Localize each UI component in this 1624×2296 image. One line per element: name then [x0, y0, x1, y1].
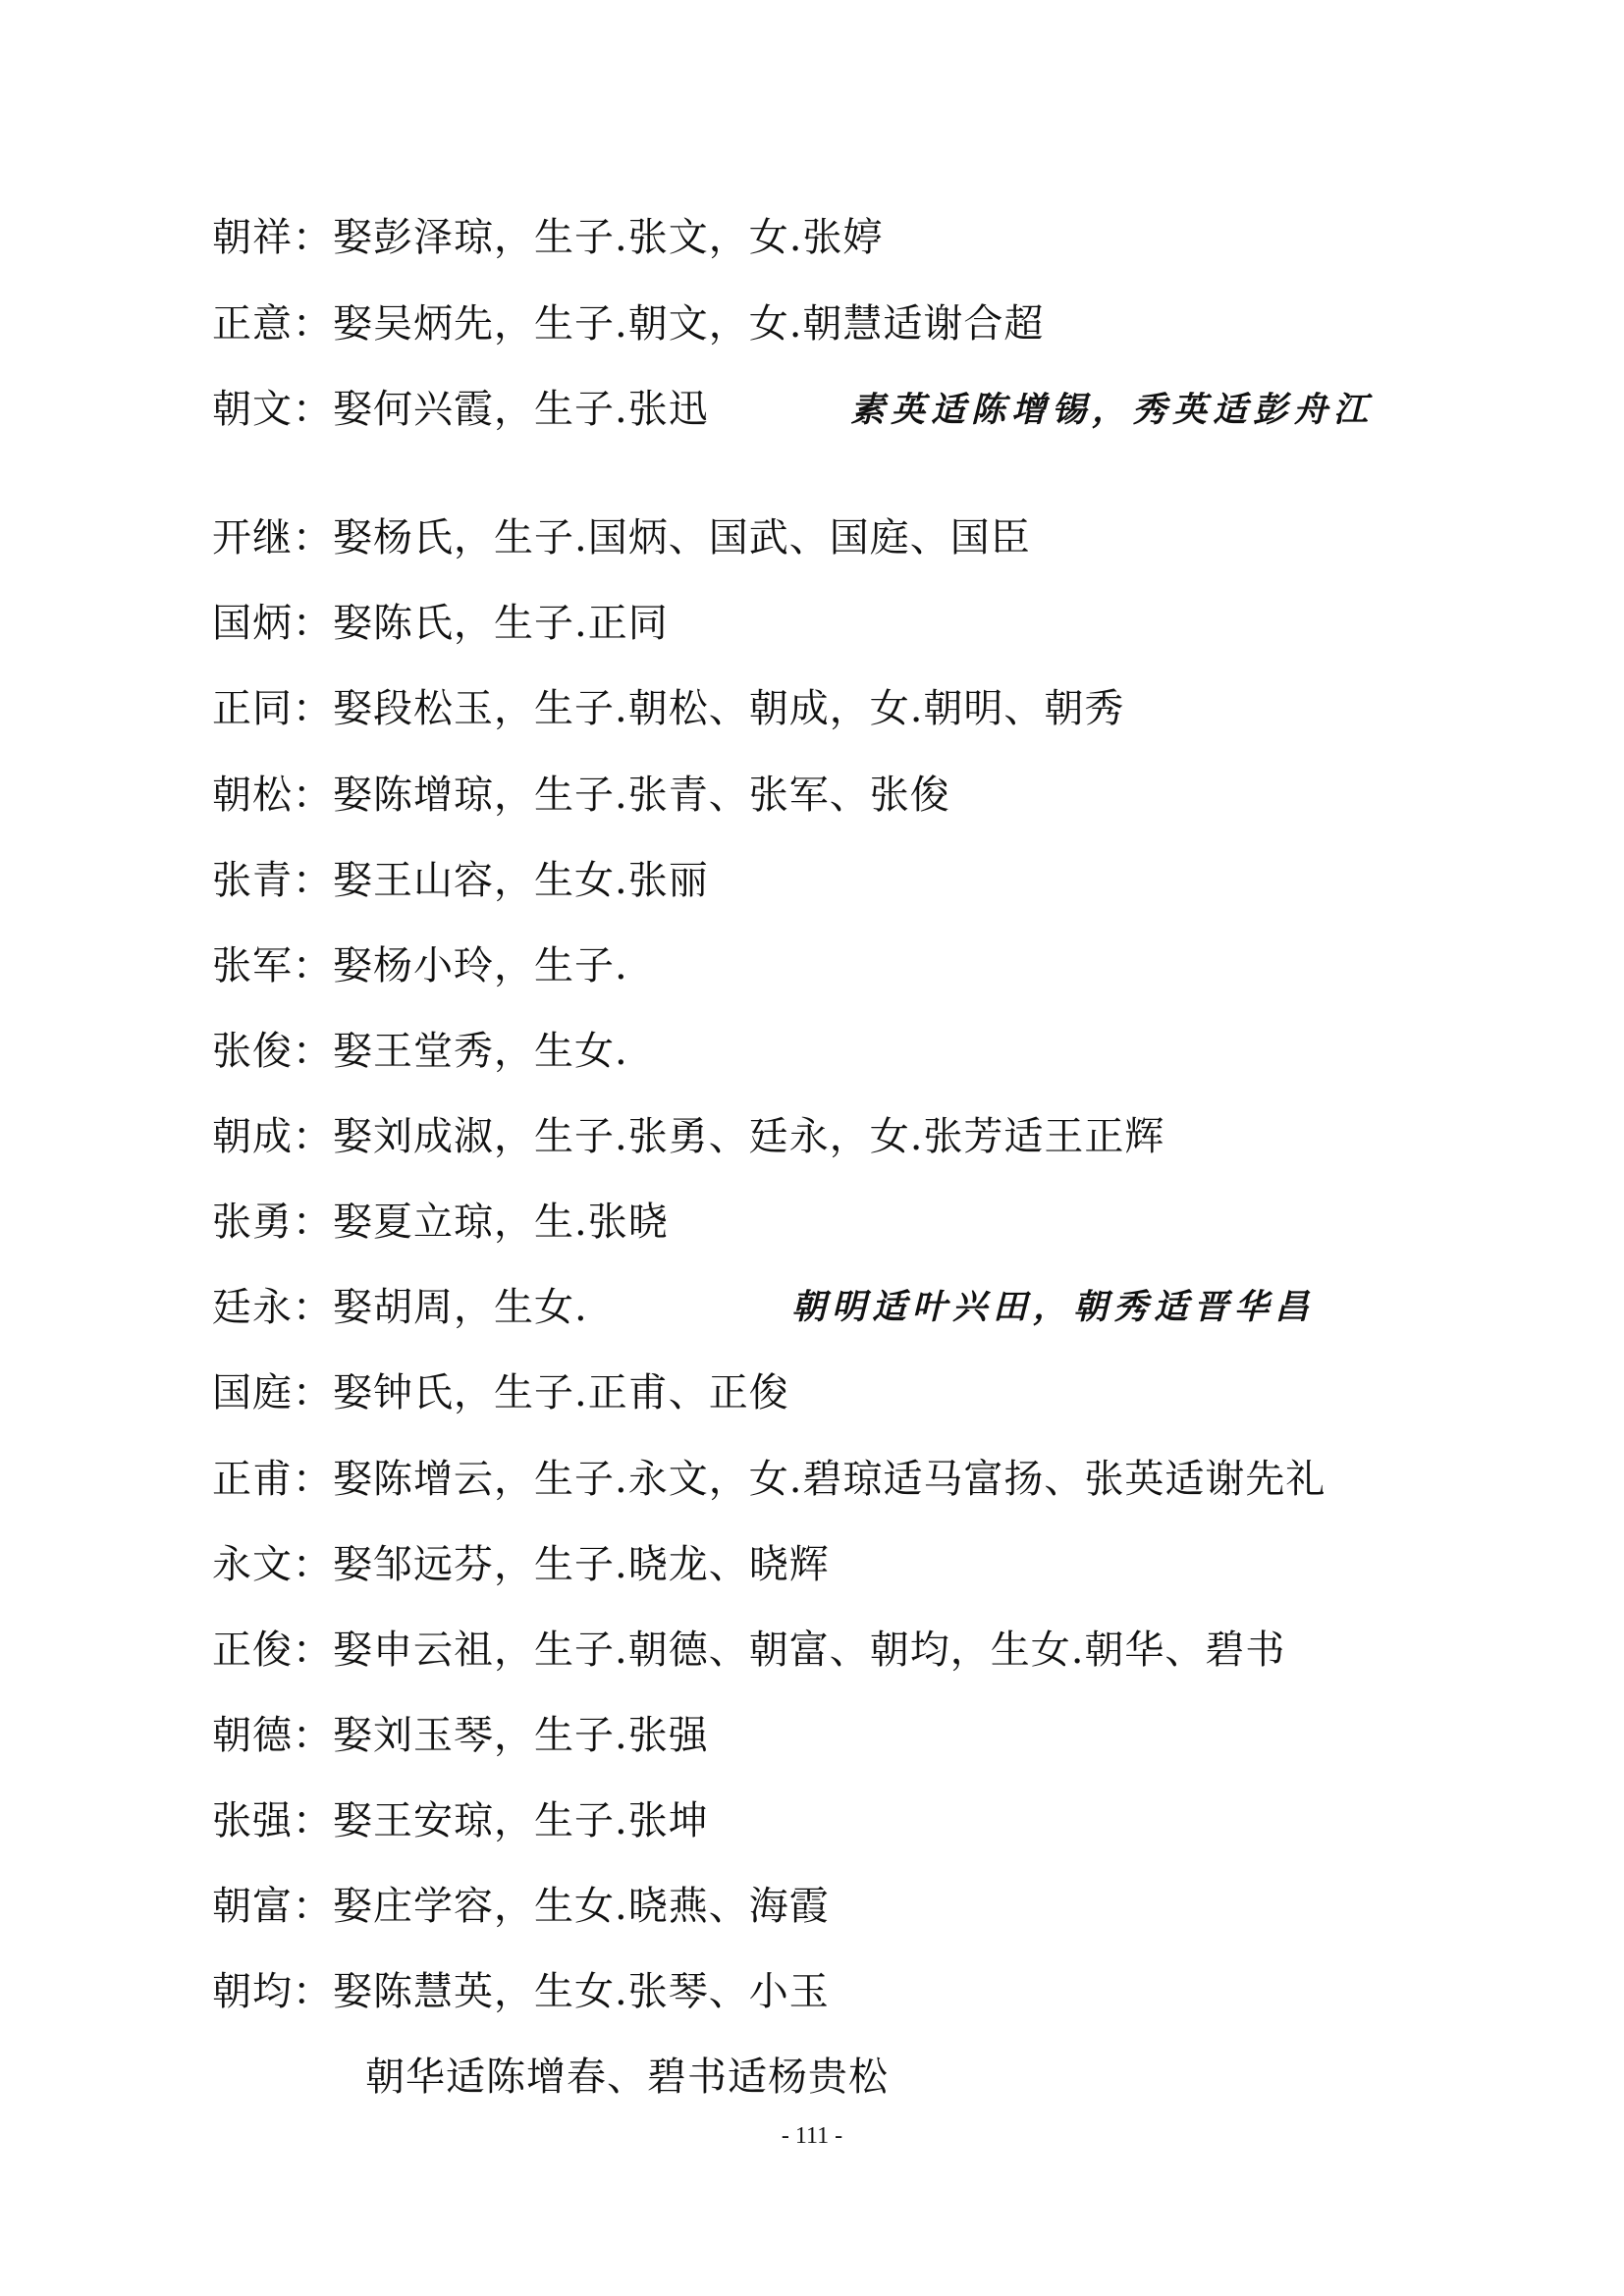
genealogy-entry: 国炳：娶陈氏，生子.正同: [212, 601, 669, 646]
genealogy-entry: 张俊：娶王堂秀，生女.: [212, 1029, 628, 1074]
genealogy-entry: 张强：娶王安琼，生子.张坤: [212, 1798, 709, 1843]
genealogy-entry: 张青：娶王山容，生女.张丽: [212, 858, 709, 903]
genealogy-entry: 正俊：娶申云祖，生子.朝德、朝富、朝均，生女.朝华、碧书: [212, 1628, 1286, 1673]
genealogy-entry: 朝均：娶陈慧英，生女.张琴、小玉: [212, 1969, 830, 2014]
genealogy-entry: 张勇：娶夏立琼，生.张晓: [212, 1200, 669, 1245]
page-number: - 111 -: [781, 2123, 843, 2149]
genealogy-entry: 朝文：娶何兴霞，生子.张迅: [212, 387, 709, 432]
genealogy-entry: 正意：娶吴炳先，生子.朝文，女.朝慧适谢合超: [212, 301, 1045, 347]
genealogy-entry: 廷永：娶胡周，生女.: [212, 1285, 588, 1330]
handwritten-note: 素英适陈增锡，秀英适彭舟江: [850, 391, 1375, 430]
genealogy-entry: 国庭：娶钟氏，生子.正甫、正俊: [212, 1370, 789, 1415]
genealogy-entry: 朝祥：娶彭泽琼，生子.张文，女.张婷: [212, 215, 884, 260]
genealogy-entry: 朝德：娶刘玉琴，生子.张强: [212, 1713, 709, 1758]
genealogy-entry: 开继：娶杨氏，生子.国炳、国武、国庭、国臣: [212, 515, 1031, 561]
genealogy-entry: 张军：娶杨小玲，生子.: [212, 943, 628, 988]
genealogy-entry: 永文：娶邹远芬，生子.晓龙、晓辉: [212, 1542, 830, 1587]
genealogy-entry: 正同：娶段松玉，生子.朝松、朝成，女.朝明、朝秀: [212, 686, 1125, 731]
handwritten-note: 朝明适叶兴田，朝秀适晋华昌: [791, 1288, 1316, 1327]
genealogy-entry: 朝成：娶刘成淑，生子.张勇、廷永，女.张芳适王正辉: [212, 1114, 1165, 1159]
genealogy-entry: 正甫：娶陈增云，生子.永文，女.碧琼适马富扬、张英适谢先礼: [212, 1457, 1326, 1502]
genealogy-entry: 朝松：娶陈增琼，生子.张青、张军、张俊: [212, 773, 950, 818]
marriage-note-line: 朝华适陈增春、碧书适杨贵松: [365, 2055, 889, 2100]
genealogy-entry: 朝富：娶庄学容，生女.晓燕、海霞: [212, 1884, 830, 1929]
